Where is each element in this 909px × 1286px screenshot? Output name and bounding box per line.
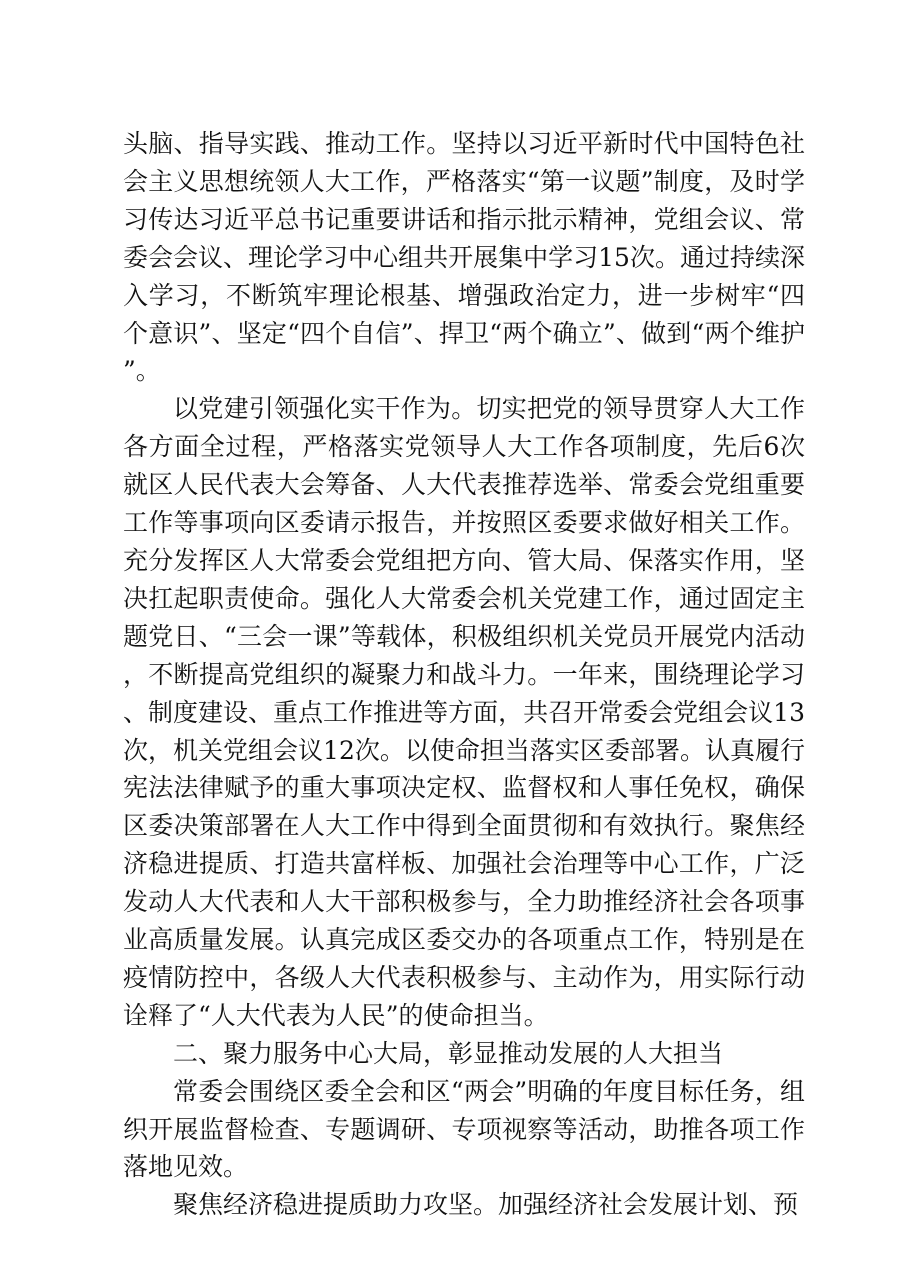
paragraph-standing-committee-tasks: 常委会围绕区委全会和区“两会”明确的年度目标任务，组织开展监督检查、专题调研、专项视察等活动，助推各项工作落地见效。 <box>123 1076 805 1182</box>
document-body <box>123 125 805 1224</box>
section-heading-serve-center: 二、聚力服务中心大局，彰显推动发展的人大担当 <box>173 1038 724 1068</box>
paragraph-party-building: 以党建引领强化实干作为。切实把党的领导贯穿人大工作各方面全过程，严格落实党领导人大工作各项制度，先后6次就区人民代表大会筹备、人大代表推荐选举、常委会党组重要工作等事项向区委请示报告，并按照区委要求做好相关工作。充分发挥区人大常委会党组把方向、管大局、保落实作用，坚决扛起职责使命。强化人大常委会机关党建工作，通过固定主题党日、“三会一课”等载体，积极组织机关党员开展党内活动，不断提高党组织的凝聚力和战斗力。一年来，围绕理论学习、制度建设、重点工作推进等方面，共召开常委会党组会议13次，机关党组会议12次。以使命担当落实区委部署。认真履行宪法法律赋予的重大事项决定权、监督权和人事任免权，确保区委决策部署在人大工作中得到全面贯彻和有效执行。聚焦经济稳进提质、打造共富样板、加强社会治理等中心工作，广泛发动人大代表和人大干部积极参与，全力助推经济社会各项事业高质量发展。认真完成区委交办的各项重点工作，特别是在疫情防控中，各级人大代表积极参与、主动作为，用实际行动诠释了“人大代表为人民”的使命担当。 <box>123 394 805 1030</box>
paragraph-economic-focus: 聚焦经济稳进提质助力攻坚。加强经济社会发展计划、预 <box>173 1190 799 1220</box>
paragraph-theory-study: 头脑、指导实践、推动工作。坚持以习近平新时代中国特色社会主义思想统领人大工作，严格落实“第一议题”制度，及时学习传达习近平总书记重要讲话和指示批示精神，党组会议、常委会会议、理论学习中心组共开展集中学习15次。通过持续深入学习，不断筑牢理论根基、增强政治定力，进一步树牢“四个意识”、坚定“四个自信”、捍卫“两个确立”、做到“两个维护”。 <box>123 129 805 386</box>
